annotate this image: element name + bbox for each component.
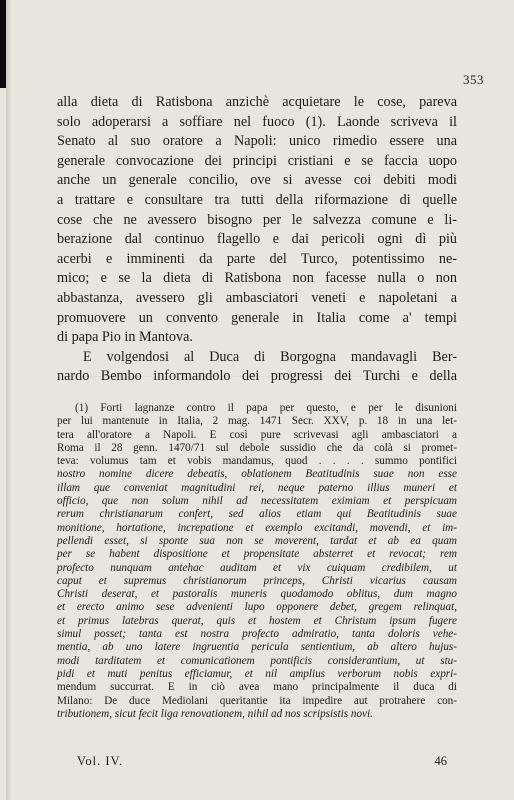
main-text bbox=[57, 93, 457, 387]
footnote-line: monitione, hortatione, increpatione et exemplo excitandi, movendi, et im- bbox=[57, 521, 457, 534]
footnote-line: mendum succurrat. E in ciò avea mano principalmente il duca di bbox=[57, 681, 457, 694]
footnote-line: caput et supremus christianorum princeps, Christi vicarius causam bbox=[57, 574, 457, 587]
text-line: berazione dal continuo flagello e dai pericoli ogni dì più bbox=[57, 231, 457, 248]
text-line: di papa Pio in Mantova. bbox=[57, 329, 193, 346]
footnote-line: rerum christianarum confert, sed alios etiam qui Beatitudinis suae bbox=[57, 508, 457, 521]
page-number: 353 bbox=[463, 72, 484, 87]
text-line: mico; e se la dieta di Ratisbona non facesse nulla o non bbox=[57, 270, 457, 287]
footnote-line: per se habent dispositione et propensitate absterret et revocat; rem bbox=[57, 548, 457, 561]
footnote-line: Christi deserat, et pastoralis muneris quodamodo oblitus, dum magno bbox=[57, 588, 457, 601]
footnote-line: pellendi esset, si sponte sua non se moverent, tardat et ab ea quam bbox=[57, 534, 457, 547]
footnote-line: tributionem, sicut fecit liga renovationem, nihil ad nos scripsistis novi. bbox=[57, 707, 373, 720]
footnote-line: profecto nunquam antehac auditam et vix cuiquam credibilem, ut bbox=[57, 561, 457, 574]
text-line: alla dieta di Ratisbona anzichè acquietare le cose, pareva bbox=[57, 94, 457, 110]
footnote-line: et erecto animo sese advenienti lupo opponere debet, gregem relinquat, bbox=[57, 601, 457, 614]
footnote-divider bbox=[57, 376, 457, 377]
text-line: anche un generale concilio, ove si avesse coi debiti modi bbox=[57, 172, 457, 189]
footnote-line: (1) Forti lagnanze contro il papa per questo, e per le disunioni bbox=[75, 402, 457, 414]
footnote-line: pidi et muti penitus efficiamur, et nil amplius verborum nobis expri- bbox=[57, 667, 457, 680]
text-line: abbastanza, avessero gli ambasciatori veneti e napoletani a bbox=[57, 289, 457, 306]
volume-label: Vol. IV. bbox=[77, 754, 124, 768]
text-line: nardo Bembo informandolo dei progressi dei Turchi e della bbox=[57, 368, 457, 385]
text-line: acerbi e imminenti da parte del Turco, potentissimo ne- bbox=[57, 250, 457, 267]
text-line: promuovere un convento generale in Italia come a' tempi bbox=[57, 309, 457, 326]
footnote-line: illam que conveniat magnitudini rei, neque paterno illius muneri et bbox=[57, 481, 457, 494]
signature-mark: 46 bbox=[434, 754, 447, 768]
footnote-line: per lui mantenute in Italia, 2 mag. 1471 Secr. XXV, p. 18 in una let- bbox=[57, 415, 457, 428]
text-line: a trattare e consultare tra tutti della riformazione di quelle bbox=[57, 191, 457, 208]
footnote-line: Roma il 28 genn. 1470/71 sul debole sussidio che da colà si promet- bbox=[57, 441, 457, 454]
text-line: solo adoperarsi a soffiare nel fuoco (1). Laonde scriveva il bbox=[57, 113, 457, 130]
text-line: generale convocazione dei principi cristiani e se faccia uopo bbox=[57, 152, 457, 169]
footnote-line: simul posset; tanta est nostra profecto admiratio, tanta doloris vehe- bbox=[57, 628, 457, 641]
footnote-line: et primus latebras querat, quis et hostem et Christum ipsum fugere bbox=[57, 614, 457, 627]
footnote-line: modi tarditatem et comunicationem pontificis considerantium, ut stu- bbox=[57, 654, 457, 667]
footnote-line: Milano: De duce Mediolani queritantie ita impedire aut protrahere con- bbox=[57, 694, 457, 707]
scan-edge-shade bbox=[6, 0, 12, 800]
text-line: E volgendosi al Duca di Borgogna mandavagli Ber- bbox=[83, 348, 457, 365]
footnote bbox=[57, 402, 457, 721]
footnote-line: nostro nomine dicere debeatis, oblationem Beatitudinis suae non esse bbox=[57, 468, 457, 481]
text-line: cose che ne avessero bisogno per le salvezza comune e li- bbox=[57, 211, 457, 228]
footnote-line: teva: volumus tam et vobis mandamus, quod . . . . summo pontifici bbox=[57, 455, 457, 468]
text-line: Senato al suo oratore a Napoli: unico rimedio essere una bbox=[57, 133, 457, 150]
footnote-line: officio, que non solum nihil ad necessitatem eximiam et perspicuam bbox=[57, 495, 457, 508]
footnote-line: mentia, ab uno latere ingruentia pericula sentientium, ab altero hujus- bbox=[57, 641, 457, 654]
footnote-line: tera all'oratore a Napoli. E così pure scrivevasi agli ambasciatori a bbox=[57, 428, 457, 441]
